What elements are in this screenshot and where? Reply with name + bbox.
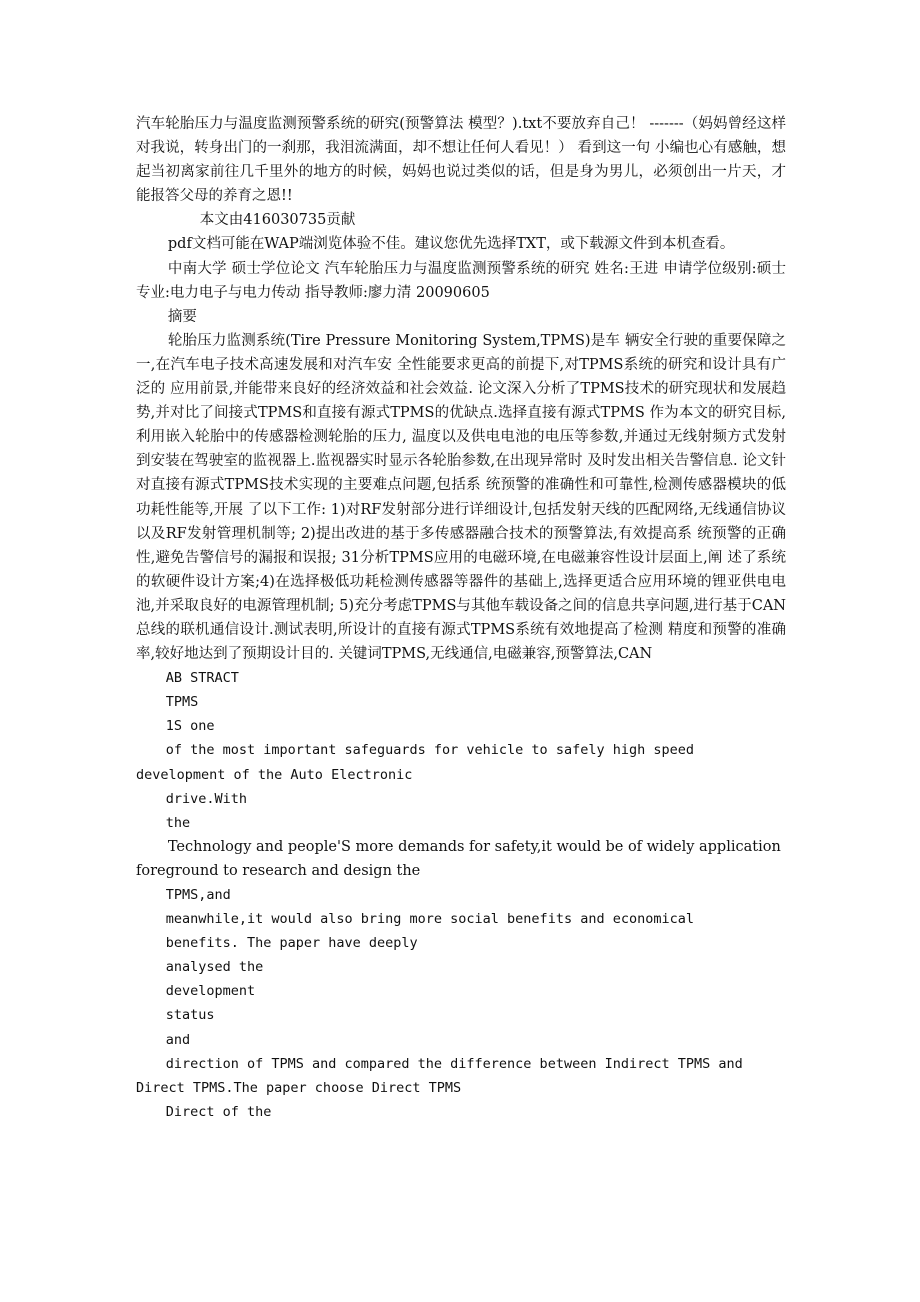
thesis-info: 中南大学 硕士学位论文 汽车轮胎压力与温度监测预警系统的研究 姓名:王进 申请学位级别:硕士 专业:电力电子与电力传动 指导教师:廖力清 20090605	[136, 260, 786, 301]
intro-paragraph: 汽车轮胎压力与温度监测预警系统的研究(预警算法 模型？).txt不要放弃自己！ -------（妈妈曾经这样对我说，转身出门的一刹那，我泪流满面，却不想让任何人看见！） 看到这一句 小编也心有感触，想起当初离家前往几千里外的地方的时候，妈妈也说过类似的话，但是身为男儿，必须创出一片天，才能报答父母的养育之恩!!	[136, 116, 786, 205]
english-line: TPMS,and	[165, 887, 231, 903]
english-line: Direct of the	[165, 1103, 272, 1120]
pdf-note: pdf文档可能在WAP端浏览体验不佳。建议您优先选择TXT，或下载源文件到本机查看。	[167, 236, 735, 253]
english-line: 1S one	[165, 718, 215, 735]
english-line: drive.With	[165, 790, 247, 807]
english-line: AB STRACT	[165, 670, 239, 687]
english-line: and	[165, 1031, 191, 1048]
english-line: status	[165, 1007, 215, 1024]
abstract-body: 轮胎压力监测系统(Tire Pressure Monitoring System,TPMS)是车 辆安全行驶的重要保障之一,在汽车电子技术高速发展和对汽车安 全性能要求更高的前提下,对TPMS系统的研究和设计具有广泛的 应用前景,并能带来良好的经济效益和社会效益. 论文深入分析了TPMS技术的研究现状和发展趋势,并对比了间接式TPMS和直接有源式TPMS的优缺点.选择直接有源式TPMS 作为本文的研究目标,利用嵌入轮胎中的传感器检测轮胎的压力, 温度以及供电电池的电压等参数,并通过无线射频方式发射到安装在驾驶室的监视器上.监视器实时显示各轮胎参数,在出现异常时 及时发出相关告警信息. 论文针对直接有源式TPMS技术实现的主要难点问题,包括系 统预警的准确性和可靠性,检测传感器模块的低功耗性能等,开展 了以下工作: 1)对RF发射部分进行详细设计,包括发射天线的匹配网络,无线通信协议以及RF发射管理机制等; 2)提出改进的基于多传感器融合技术的预警算法,有效提高系 统预警的正确性,避免告警信号的漏报和误报; 31分析TPMS应用的电磁环境,在电磁兼容性设计层面上,阐 述了系统的软硬件设计方案;4)在选择极低功耗检测传感器等器件的基础上,选择更适合应用环境的锂亚供电电池,并采取良好的电源管理机制; 5)充分考虑TPMS与其他车载设备之间的信息共享问题,进行基于CAN总线的联机通信设计.测试表明,所设计的直接有源式TPMS系统有效地提高了检测 精度和预警的准确率,较好地达到了预期设计目的. 关键词TPMS,无线通信,电磁兼容,预警算法,CAN	[136, 332, 786, 663]
english-line: analysed the	[165, 959, 264, 976]
english-line: benefits. The paper have deeply	[165, 935, 418, 952]
english-line: of the most important safeguards for vehicle to safely high speed development of the Auto Electronic	[136, 742, 694, 783]
english-line: meanwhile,it would also bring more social benefits and economical	[165, 911, 694, 928]
english-line: the	[165, 814, 191, 831]
english-line: development	[165, 983, 256, 1000]
english-line: TPMS	[165, 694, 199, 711]
abstract-heading: 摘要	[167, 308, 197, 325]
contributor-line: 本文由416030735贡献	[199, 212, 356, 229]
english-line: Technology and people'S more demands for safety,it would be of widely application foreground to research and design the	[136, 838, 781, 879]
english-line: direction of TPMS and compared the difference between Indirect TPMS and Direct TPMS.The paper choose Direct TPMS	[136, 1055, 743, 1096]
document-page	[136, 112, 786, 1124]
